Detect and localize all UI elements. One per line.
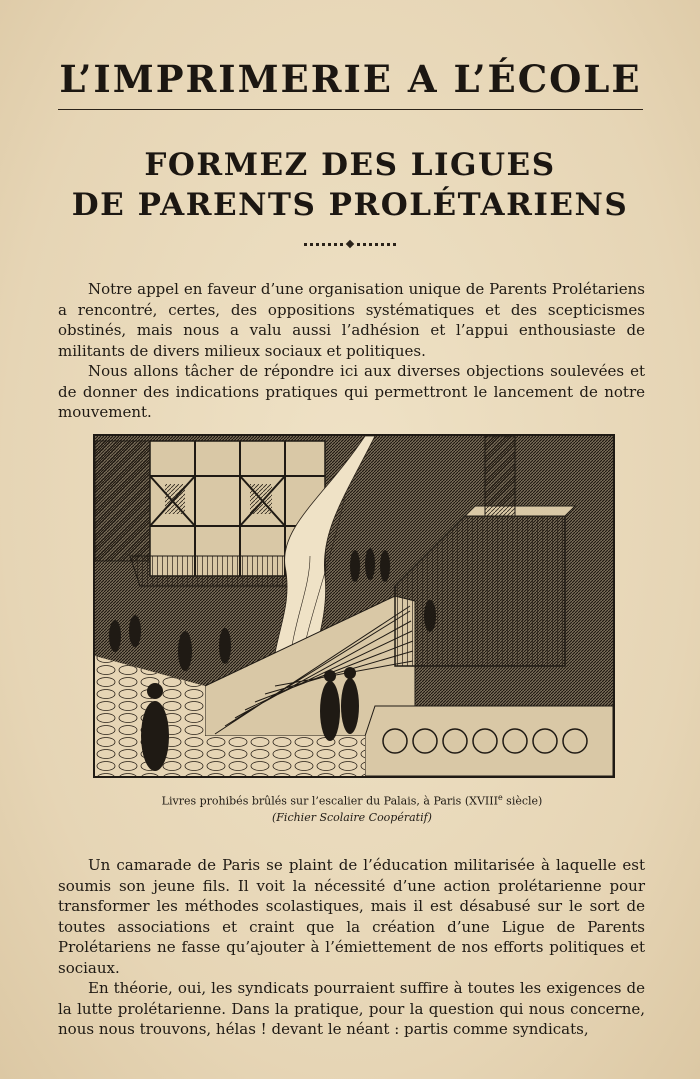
intro-text xyxy=(58,279,645,423)
headline-line-1: FORMEZ DES LIGUES xyxy=(144,147,556,183)
continuation-text xyxy=(58,855,645,1040)
caption-text-a: Livres prohibés brûlés sur l’escalier du Palais, à Paris (XVIII xyxy=(161,794,498,808)
illustration-caption xyxy=(93,790,611,826)
intro-paragraph-2: Nous allons tâcher de répondre ici aux diverses objections soulevées et de donner des indications pratiques qui permettront le lancement de notre mouvement. xyxy=(58,362,645,421)
masthead-divider xyxy=(58,109,643,110)
article-headline xyxy=(40,145,660,225)
headline-line-2: DE PARENTS PROLÉTARIENS xyxy=(71,187,629,223)
continuation-paragraph-2: En théorie, oui, les syndicats pourraient suffire à toutes les exigences de la lutte prolétarienne. Dans la pratique, pour la question qui nous concerne, nous nous trouvons, hélas ! devant le néant : partis comme syndicats, xyxy=(58,979,645,1038)
ornament-divider xyxy=(304,240,396,248)
continuation-paragraph-1: Un camarade de Paris se plaint de l’éducation militarisée à laquelle est soumis son jeune fils. Il voit la nécessité d’une action prolétarienne pour transformer les méthodes scolastiques, mais il est désabusé sur le sort de toutes associations et craint que la création d’une Ligue de Parents Prolétariens ne fasse qu’ajouter à l’émiettement de nos efforts politiques et sociaux. xyxy=(58,856,645,977)
masthead-title: L’IMPRIMERIE A L’ÉCOLE xyxy=(59,57,642,101)
engraving-illustration-icon xyxy=(93,434,615,778)
caption-source: (Fichier Scolaire Coopératif) xyxy=(272,810,432,824)
caption-text-b: siècle) xyxy=(502,794,543,808)
caption-superscript: e xyxy=(497,793,503,802)
caption-line-1 xyxy=(93,790,611,810)
intro-paragraph-1: Notre appel en faveur d’une organisation unique de Parents Prolétariens a rencontré, certes, des oppositions systématiques et des scepticismes obstinés, mais nous a valu aussi l’adhésion et l’appui enthousiaste de militants de divers milieux sociaux et politiques. xyxy=(58,280,645,360)
ornament-dots-right xyxy=(357,243,396,246)
ornament-diamond-icon xyxy=(346,240,354,248)
ornament-dots-left xyxy=(304,243,343,246)
